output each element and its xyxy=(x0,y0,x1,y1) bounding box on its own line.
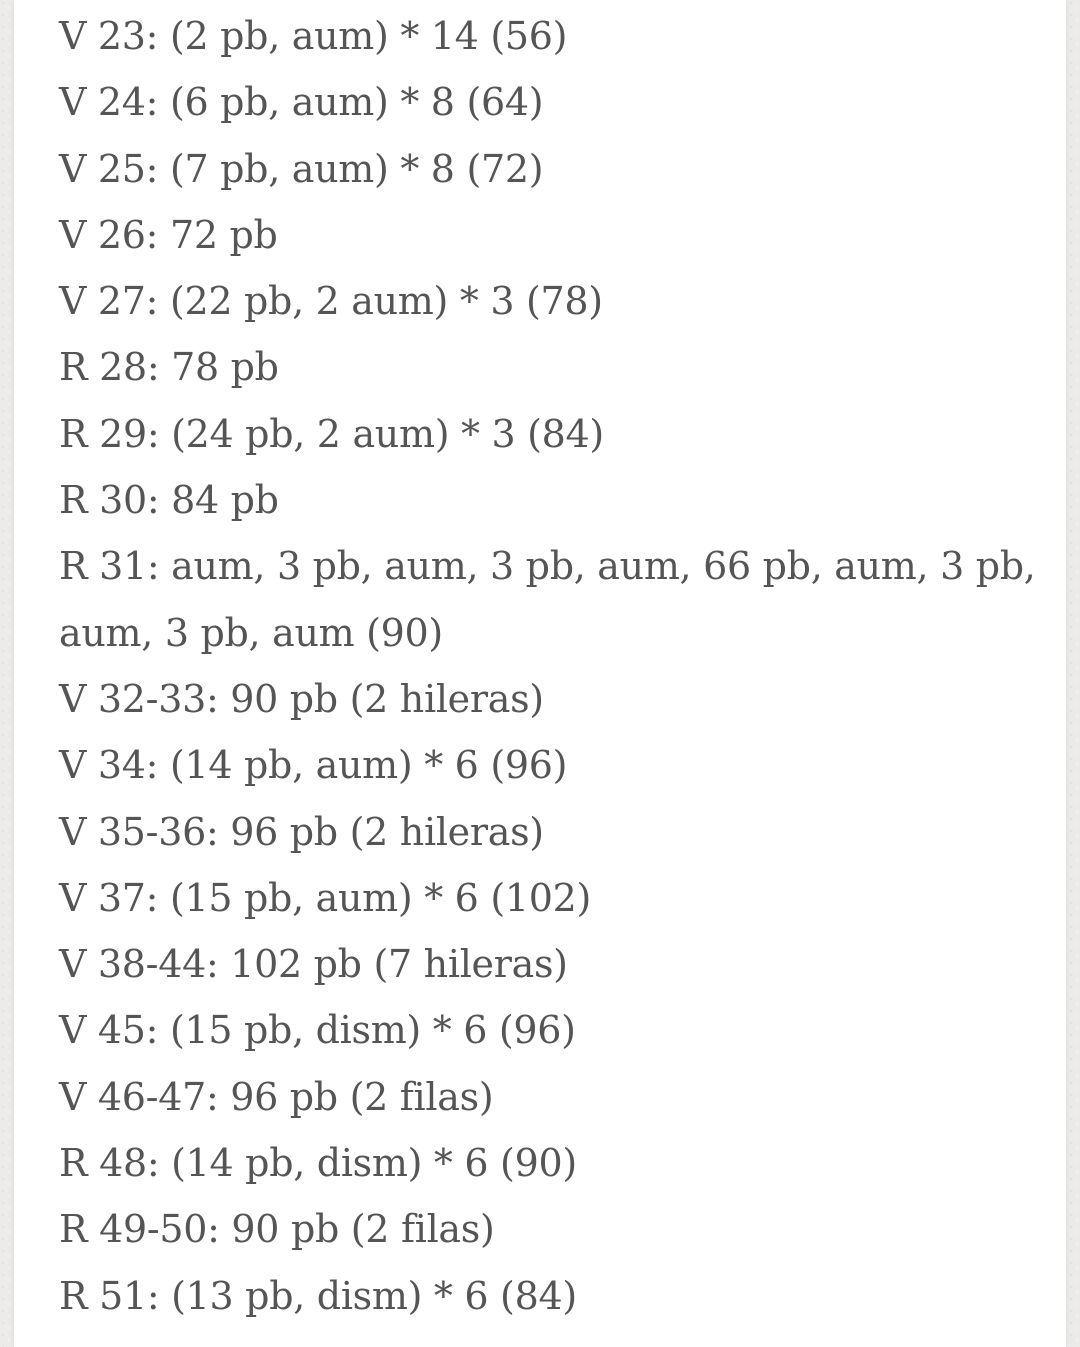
pattern-line: V 37: (15 pb, aum) * 6 (102) xyxy=(59,875,592,920)
pattern-line: R 51: (13 pb, dism) * 6 (84) xyxy=(59,1273,577,1318)
pattern-line: V 27: (22 pb, 2 aum) * 3 (78) xyxy=(59,279,603,324)
article-page xyxy=(14,0,1066,1347)
pattern-line: R 30: 84 pb xyxy=(59,478,279,523)
pattern-line: V 25: (7 pb, aum) * 8 (72) xyxy=(59,146,544,191)
pattern-line: V 34: (14 pb, aum) * 6 (96) xyxy=(59,743,568,788)
pattern-line: R 31: aum, 3 pb, aum, 3 pb, aum, 66 pb, aum, 3 pb, xyxy=(59,544,1036,589)
pattern-line: R 28: 78 pb xyxy=(59,345,279,390)
pattern-line: V 46-47: 96 pb (2 filas) xyxy=(59,1074,494,1119)
pattern-line: V 32-33: 90 pb (2 hileras) xyxy=(59,676,544,721)
pattern-line: R 49-50: 90 pb (2 filas) xyxy=(59,1207,495,1252)
pattern-line: V 24: (6 pb, aum) * 8 (64) xyxy=(59,80,544,125)
pattern-line: V 26: 72 pb xyxy=(59,212,278,257)
pattern-line: aum, 3 pb, aum (90) xyxy=(59,610,443,655)
pattern-line: R 48: (14 pb, dism) * 6 (90) xyxy=(59,1141,577,1186)
pattern-text xyxy=(59,3,1049,1329)
pattern-line: R 29: (24 pb, 2 aum) * 3 (84) xyxy=(59,411,604,456)
pattern-line: V 23: (2 pb, aum) * 14 (56) xyxy=(59,14,568,58)
pattern-line: V 38-44: 102 pb (7 hileras) xyxy=(59,942,568,987)
pattern-line: V 35-36: 96 pb (2 hileras) xyxy=(59,809,544,854)
pattern-line: V 45: (15 pb, dism) * 6 (96) xyxy=(59,1008,576,1053)
